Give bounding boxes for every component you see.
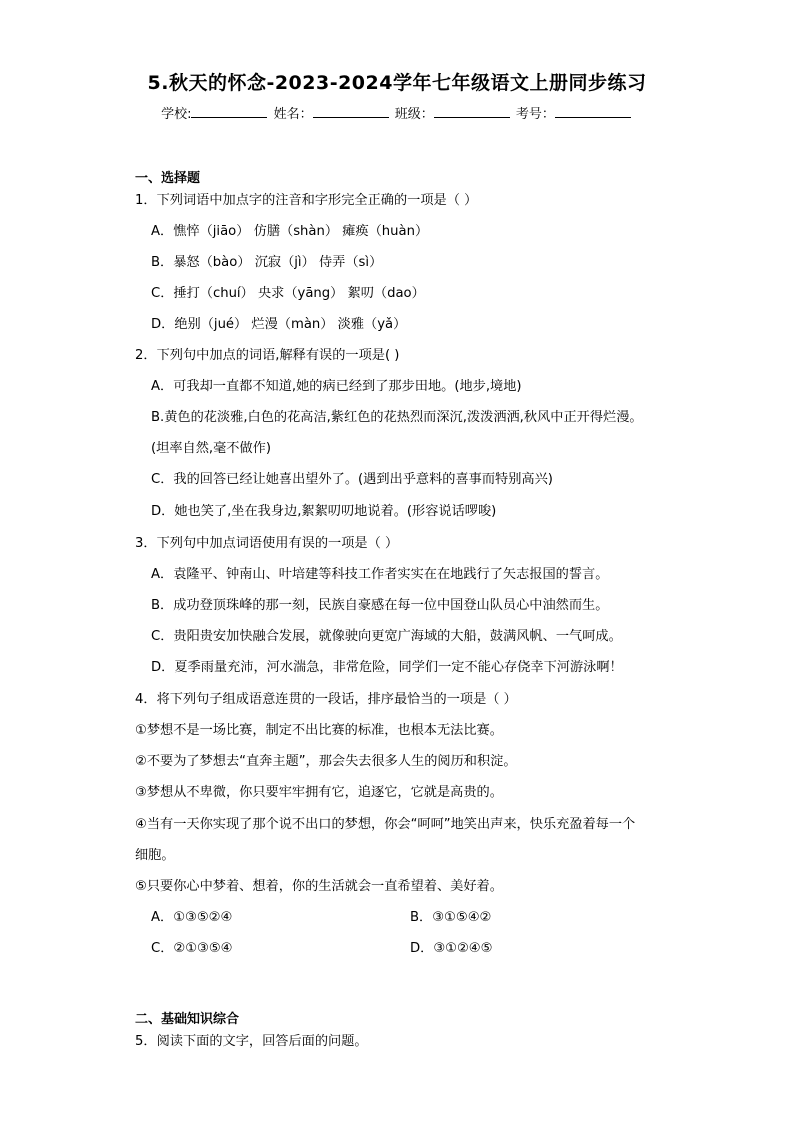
q1-option-a[interactable]: A．憔悴（jiāo） 仿膳（shàn） 瘫痪（huàn） [151,224,429,239]
q3-option-c[interactable]: C．贵阳贵安加快融合发展，就像驶向更宽广海域的大船，鼓满风帆、一气呵成。 [151,629,622,644]
section-heading-basics: 二、基础知识综合 [135,1012,240,1027]
q4-option-a[interactable]: A．①③⑤②④ [151,910,233,925]
exam-number-blank[interactable] [555,105,631,118]
student-info-row [0,103,794,122]
q4-stem: 4．将下列句子组成语意连贯的一段话，排序最恰当的一项是（ ） [135,692,517,707]
q1-stem: 1．下列词语中加点字的注音和字形完全正确的一项是（ ） [135,193,478,208]
school-blank[interactable] [191,105,267,118]
q4-sentence-5: ⑤只要你心中梦着、想着，你的生活就会一直希望着、美好着。 [135,879,503,894]
class-label: 班级： [394,107,434,122]
q2-option-b-line2[interactable]: (坦率自然,毫不做作) [151,441,271,456]
q4-option-c[interactable]: C．②①③⑤④ [151,941,233,956]
q2-option-c[interactable]: C．我的回答已经让她喜出望外了。(遇到出乎意料的喜事而特别高兴) [151,472,553,487]
page-title: 5.秋天的怀念-2023-2024学年七年级语文上册同步练习 [147,72,647,94]
q2-option-b-line1[interactable]: B.黄色的花淡雅,白色的花高洁,紫红色的花热烈而深沉,泼泼洒洒,秋风中正开得烂漫。 [151,410,643,425]
school-label: 学校: [161,107,192,122]
q3-option-b[interactable]: B．成功登顶珠峰的那一刻，民族自豪感在每一位中国登山队员心中油然而生。 [151,598,609,613]
class-blank[interactable] [434,105,510,118]
q3-stem: 3．下列句中加点词语使用有误的一项是（ ） [135,536,399,551]
q1-option-b[interactable]: B．暴怒（bào） 沉寂（jì） 侍弄（sì） [151,255,383,270]
name-blank[interactable] [313,105,389,118]
q1-option-d[interactable]: D．绝别（jué） 烂漫（màn） 淡雅（yǎ） [151,317,407,332]
name-label: 姓名： [273,107,313,122]
q4-sentence-4-line2: 细胞。 [135,848,175,863]
q2-option-d[interactable]: D．她也笑了,坐在我身边,絮絮叨叨地说着。(形容说话啰唆) [151,504,497,519]
q4-option-d[interactable]: D．③①②④⑤ [410,941,493,956]
q4-sentence-4-line1: ④当有一天你实现了那个说不出口的梦想，你会“呵呵”地笑出声来，快乐充盈着每一个 [135,817,636,832]
q4-sentence-3: ③梦想从不卑微，你只要牢牢拥有它，追逐它，它就是高贵的。 [135,785,503,800]
q4-option-b[interactable]: B．③①⑤④② [410,910,492,925]
q1-option-c[interactable]: C．捶打（chuí） 央求（yāng） 絮叨（dao） [151,286,425,301]
q4-sentence-2: ②不要为了梦想去“直奔主题”，那会失去很多人生的阅历和积淀。 [135,754,517,769]
q4-sentence-1: ①梦想不是一场比赛，制定不出比赛的标准，也根本无法比赛。 [135,723,503,738]
q3-option-d[interactable]: D．夏季雨量充沛，河水湍急，非常危险，同学们一定不能心存侥幸下河游泳啊！ [151,660,623,675]
q5-stem: 5．阅读下面的文字，回答后面的问题。 [135,1034,368,1049]
exam-number-label: 考号： [515,107,555,122]
q2-stem: 2．下列句中加点的词语,解释有误的一项是( ) [135,348,400,363]
section-heading-choice: 一、选择题 [135,171,201,186]
q3-option-a[interactable]: A．袁隆平、钟南山、叶培建等科技工作者实实在在地践行了矢志报国的誓言。 [151,567,609,582]
q2-option-a[interactable]: A．可我却一直都不知道,她的病已经到了那步田地。(地步,境地) [151,379,522,394]
